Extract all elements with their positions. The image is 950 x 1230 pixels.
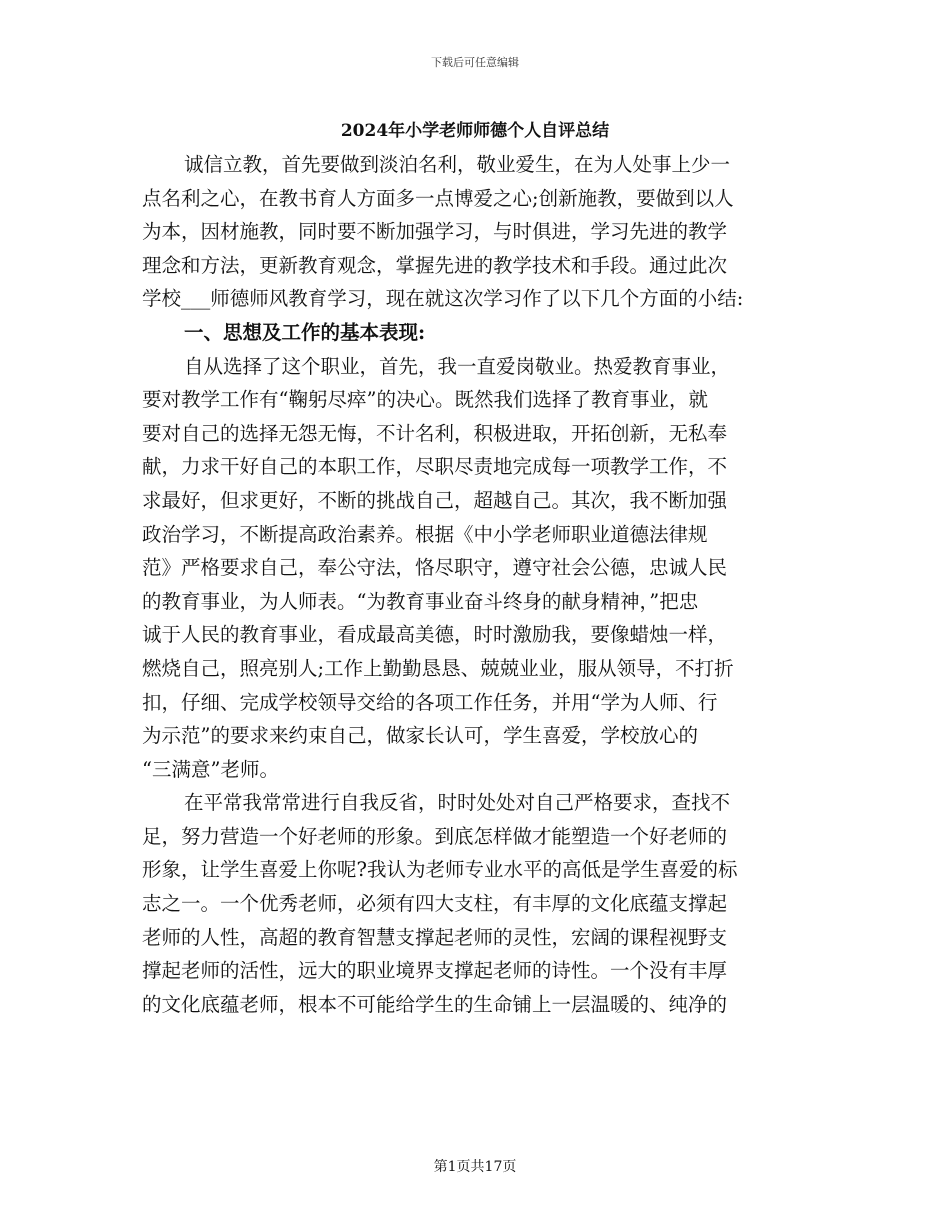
text-line: 足，努力营造一个好老师的形象。到底怎样做才能塑造一个好老师的 (142, 824, 728, 848)
text-line: 献，力求干好自己的本职工作，尽职尽责地完成每一项教学工作，不 (142, 455, 728, 479)
text-line: 老师的人性，高超的教育智慧支撑起老师的灵性，宏阔的课程视野支 (142, 925, 728, 949)
text-line: 的教育事业，为人师表。“为教育事业奋斗终身的献身精神，”把忠 (142, 589, 699, 613)
text-line: 要对教学工作有“鞠躬尽瘁”的决心。既然我们选择了教育事业，就 (142, 388, 708, 412)
text-line: 要对自己的选择无怨无悔，不计名利，积极进取，开拓创新，无私奉 (142, 421, 728, 445)
text-line: 在平常我常常进行自我反省，时时处处对自己严格要求，查找不 (184, 791, 731, 815)
text-line: 的文化底蕴老师，根本不可能给学生的生命铺上一层温暖的、纯净的 (142, 992, 728, 1016)
text-line: 志之一。一个优秀老师，必须有四大支柱，有丰厚的文化底蕴支撑起 (142, 892, 728, 916)
text-line: 点名利之心，在教书育人方面多一点博爱之心;创新施教，要做到以人 (142, 186, 734, 210)
text-line: 诚于人民的教育事业，看成最高美德，时时激励我，要像蜡烛一样， (142, 623, 728, 647)
page-title: 2024年小学老师师德个人自评总结 (340, 121, 610, 141)
text-line: 为示范”的要求来约束自己，做家长认可，学生喜爱，学校放心的 (142, 724, 698, 748)
text-line: 为本，因材施教，同时要不断加强学习，与时俱进，学习先进的教学 (142, 220, 728, 244)
document-body (142, 148, 822, 1021)
text-line: 学校___师德师风教育学习，现在就这次学习作了以下几个方面的小结: (142, 287, 744, 311)
section-heading: 一、思想及工作的基本表现: (184, 320, 426, 344)
text-line: 求最好，但求更好，不断的挑战自己，超越自己。其次，我不断加强 (142, 488, 728, 512)
text-line: 诚信立教，首先要做到淡泊名利，敬业爱生，在为人处事上少一 (184, 153, 731, 176)
header-note: 下载后可任意编辑 (431, 56, 519, 69)
text-line: 燃烧自己，照亮别人;工作上勤勤恳恳、兢兢业业，服从领导，不打折 (142, 656, 734, 680)
text-line: 撑起老师的活性，远大的职业境界支撑起老师的诗性。一个没有丰厚 (142, 959, 728, 983)
text-line: 范》严格要求自己，奉公守法，恪尽职守，遵守社会公德，忠诚人民 (142, 556, 728, 580)
text-line: 理念和方法，更新教育观念，掌握先进的教学技术和手段。通过此次 (142, 253, 728, 277)
text-line: 扣，仔细、完成学校领导交给的各项工作任务，并用“学为人师、行 (142, 690, 718, 714)
text-line: 自从选择了这个职业，首先，我一直爱岗敬业。热爱教育事业， (184, 354, 731, 378)
page-footer: 第1页共17页 (433, 1159, 517, 1175)
text-line: “三满意”老师。 (142, 757, 279, 781)
text-line: 政治学习，不断提高政治素养。根据《中小学老师职业道德法律规 (142, 522, 708, 546)
text-line: 形象，让学生喜爱上你呢?我认为老师专业水平的高低是学生喜爱的标 (142, 858, 738, 882)
